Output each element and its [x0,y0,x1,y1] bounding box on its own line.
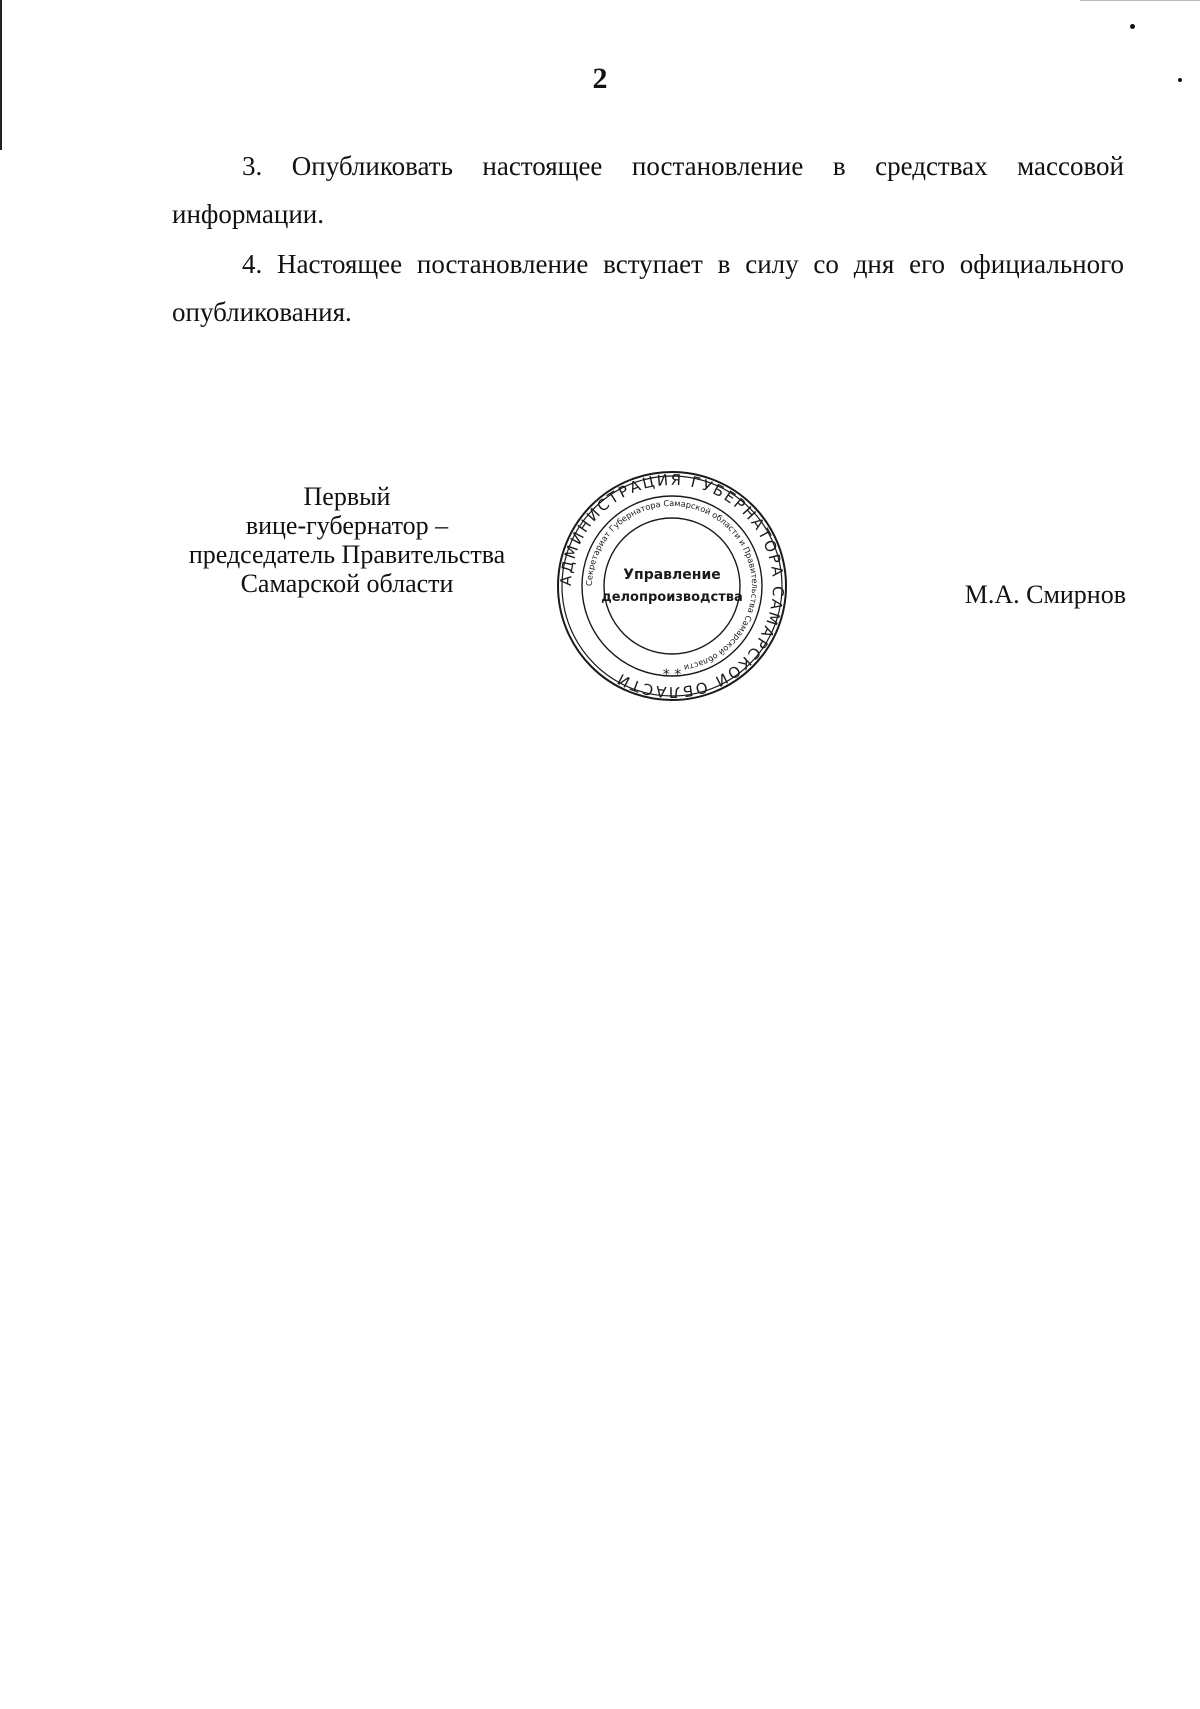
scan-top-rule [1080,0,1200,1]
official-seal [556,470,788,702]
seal-inner-text: Секретариат Губернатора Самарской области и Правительства Самарской области [583,497,761,674]
signatory-line: Самарской области [240,569,454,598]
signatory-position [172,482,522,598]
seal-center-line-1: Управление [623,567,721,583]
seal-outer-text: АДМИНИСТРАЦИЯ ГУБЕРНАТОРА САМАРСКОЙ ОБЛАСТИ [556,470,788,702]
signatory-line: председатель Правительства [188,540,506,569]
scan-speck [1130,24,1135,29]
signatory-line: вице-губернатор – [245,511,449,540]
signatory-line: Первый [303,482,391,511]
paragraph-4: 4. Настоящее постановление вступает в силу со дня его официального опубликования. [172,249,1124,327]
seal-inner-ring [604,518,740,654]
seal-center-line-2: делопроизводства [601,590,743,605]
seal-stars: * * [662,667,682,683]
page-number: 2 [592,62,608,95]
seal-middle-ring [582,496,762,676]
signer-name: М.А. Смирнов [964,580,1126,609]
paragraph-3: 3. Опубликовать настоящее постановление в средствах массовой информации. [172,151,1124,229]
